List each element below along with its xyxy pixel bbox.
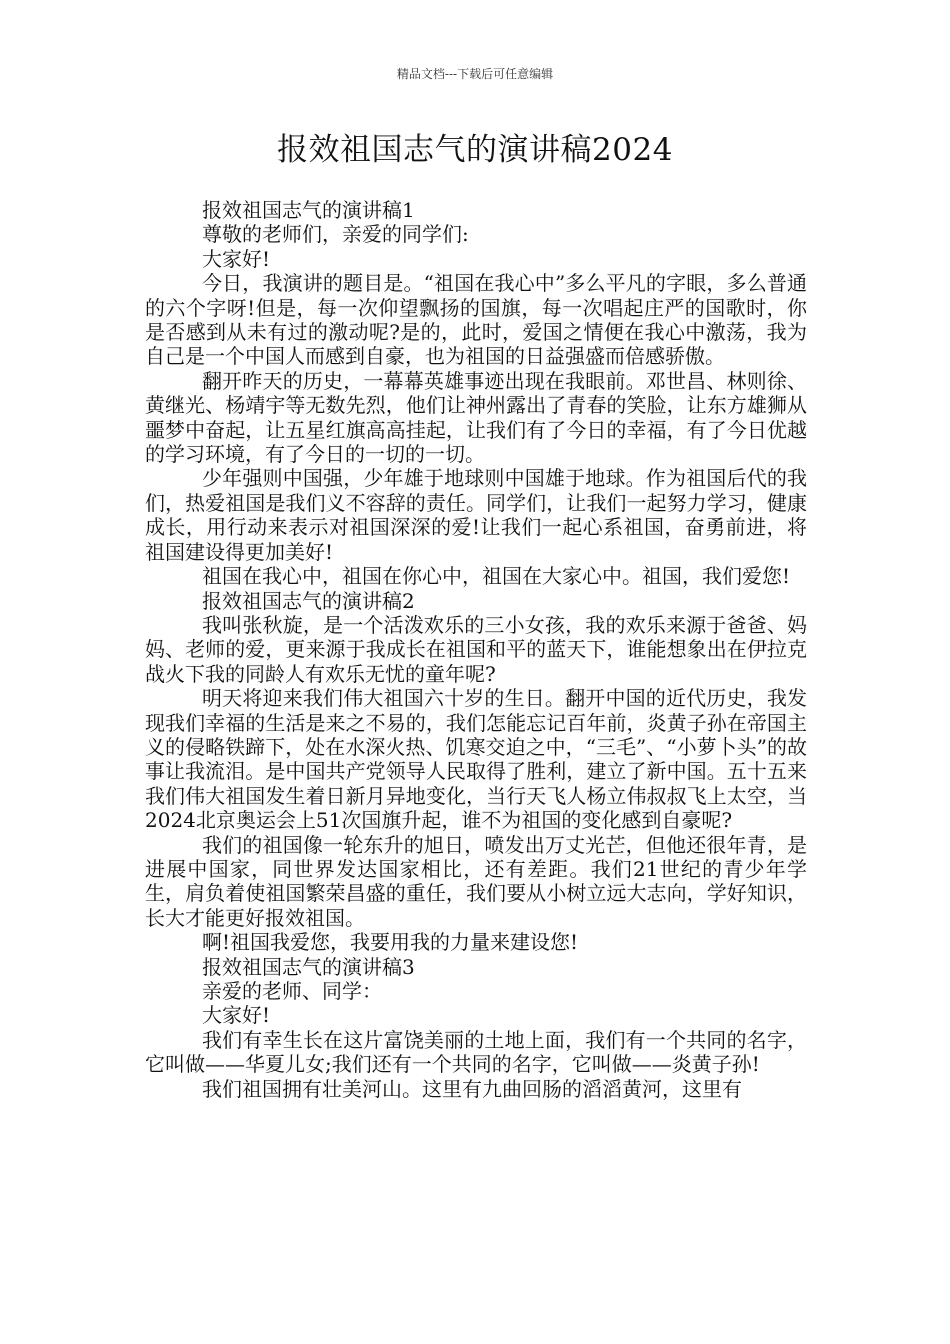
greeting-paragraph: 大家好! [202,1003,271,1028]
document-body [145,198,807,1101]
body-paragraph: 我们祖国拥有壮美河山。这里有九曲回肠的滔滔黄河，这里有 [202,1076,742,1101]
greeting-paragraph: 大家好! [202,246,271,271]
body-paragraph: 翻开昨天的历史，一幕幕英雄事迹出现在我眼前。邓世昌、林则徐、黄继光、杨靖宇等无数先烈，他们让神州露出了青春的笑脸，让东方雄狮从噩梦中奋起，让五星红旗高高挂起，让我们有了今日的幸福，有了今日优越的学习环境，有了今日的一切的一切。 [145,368,807,467]
body-paragraph: 祖国在我心中，祖国在你心中，祖国在大家心中。祖国，我们爱您! [202,564,791,589]
section-heading-2: 报效祖国志气的演讲稿2 [202,588,415,613]
salutation-paragraph: 尊敬的老师们，亲爱的同学们: [202,222,469,247]
section-heading-1: 报效祖国志气的演讲稿1 [202,198,415,222]
body-paragraph: 我们有幸生长在这片富饶美丽的土地上面，我们有一个共同的名字，它叫做——华夏儿女;我们还有一个共同的名字，它叫做——炎黄子孙! [145,1027,807,1077]
body-paragraph: 我们的祖国像一轮东升的旭日，喷发出万丈光芒，但他还很年青，是进展中国家，同世界发达国家相比，还有差距。我们21世纪的青少年学生，肩负着使祖国繁荣昌盛的重任，我们要从小树立远大志向，学好知识，长大才能更好报效祖国。 [145,832,807,930]
section-heading-3: 报效祖国志气的演讲稿3 [202,954,415,979]
body-paragraph: 少年强则中国强，少年雄于地球则中国雄于地球。作为祖国后代的我们，热爱祖国是我们义不容辞的责任。同学们，让我们一起努力学习，健康成长，用行动来表示对祖国深深的爱!让我们一起心系祖国，奋勇前进，将祖国建设得更加美好! [145,466,807,564]
document-title: 报效祖国志气的演讲稿2024 [277,132,673,168]
body-paragraph: 今日，我演讲的题目是。“祖国在我心中”多么平凡的字眼，多么普通的六个字呀!但是，每一次仰望飘扬的国旗，每一次唱起庄严的国歌时，你是否感到从未有过的激动呢?是的，此时，爱国之情便在我心中激荡，我为自己是一个中国人而感到自豪，也为祖国的日益强盛而倍感骄傲。 [145,271,807,369]
header-note: 精品文档---下载后可任意编辑 [396,67,554,81]
body-paragraph: 啊!祖国我爱您，我要用我的力量来建设您! [202,930,579,955]
salutation-paragraph: 亲爱的老师、同学： [202,979,382,1003]
body-paragraph: 我叫张秋旋，是一个活泼欢乐的三小女孩，我的欢乐来源于爸爸、妈妈、老师的爱，更来源于我成长在祖国和平的蓝天下，谁能想象出在伊拉克战火下我的同龄人有欢乐无忧的童年呢? [145,612,807,686]
body-paragraph: 明天将迎来我们伟大祖国六十岁的生日。翻开中国的近代历史，我发现我们幸福的生活是来之不易的，我们怎能忘记百年前，炎黄子孙在帝国主义的侵略铁蹄下，处在水深火热、饥寒交迫之中，“三毛”、“小萝卜头”的故事让我流泪。是中国共产党领导人民取得了胜利，建立了新中国。五十五来我们伟大祖国发生着日新月异地变化，当行天飞人杨立伟叔叔飞上太空，当2024北京奥运会上51次国旗升起，谁不为祖国的变化感到自豪呢? [145,686,807,833]
